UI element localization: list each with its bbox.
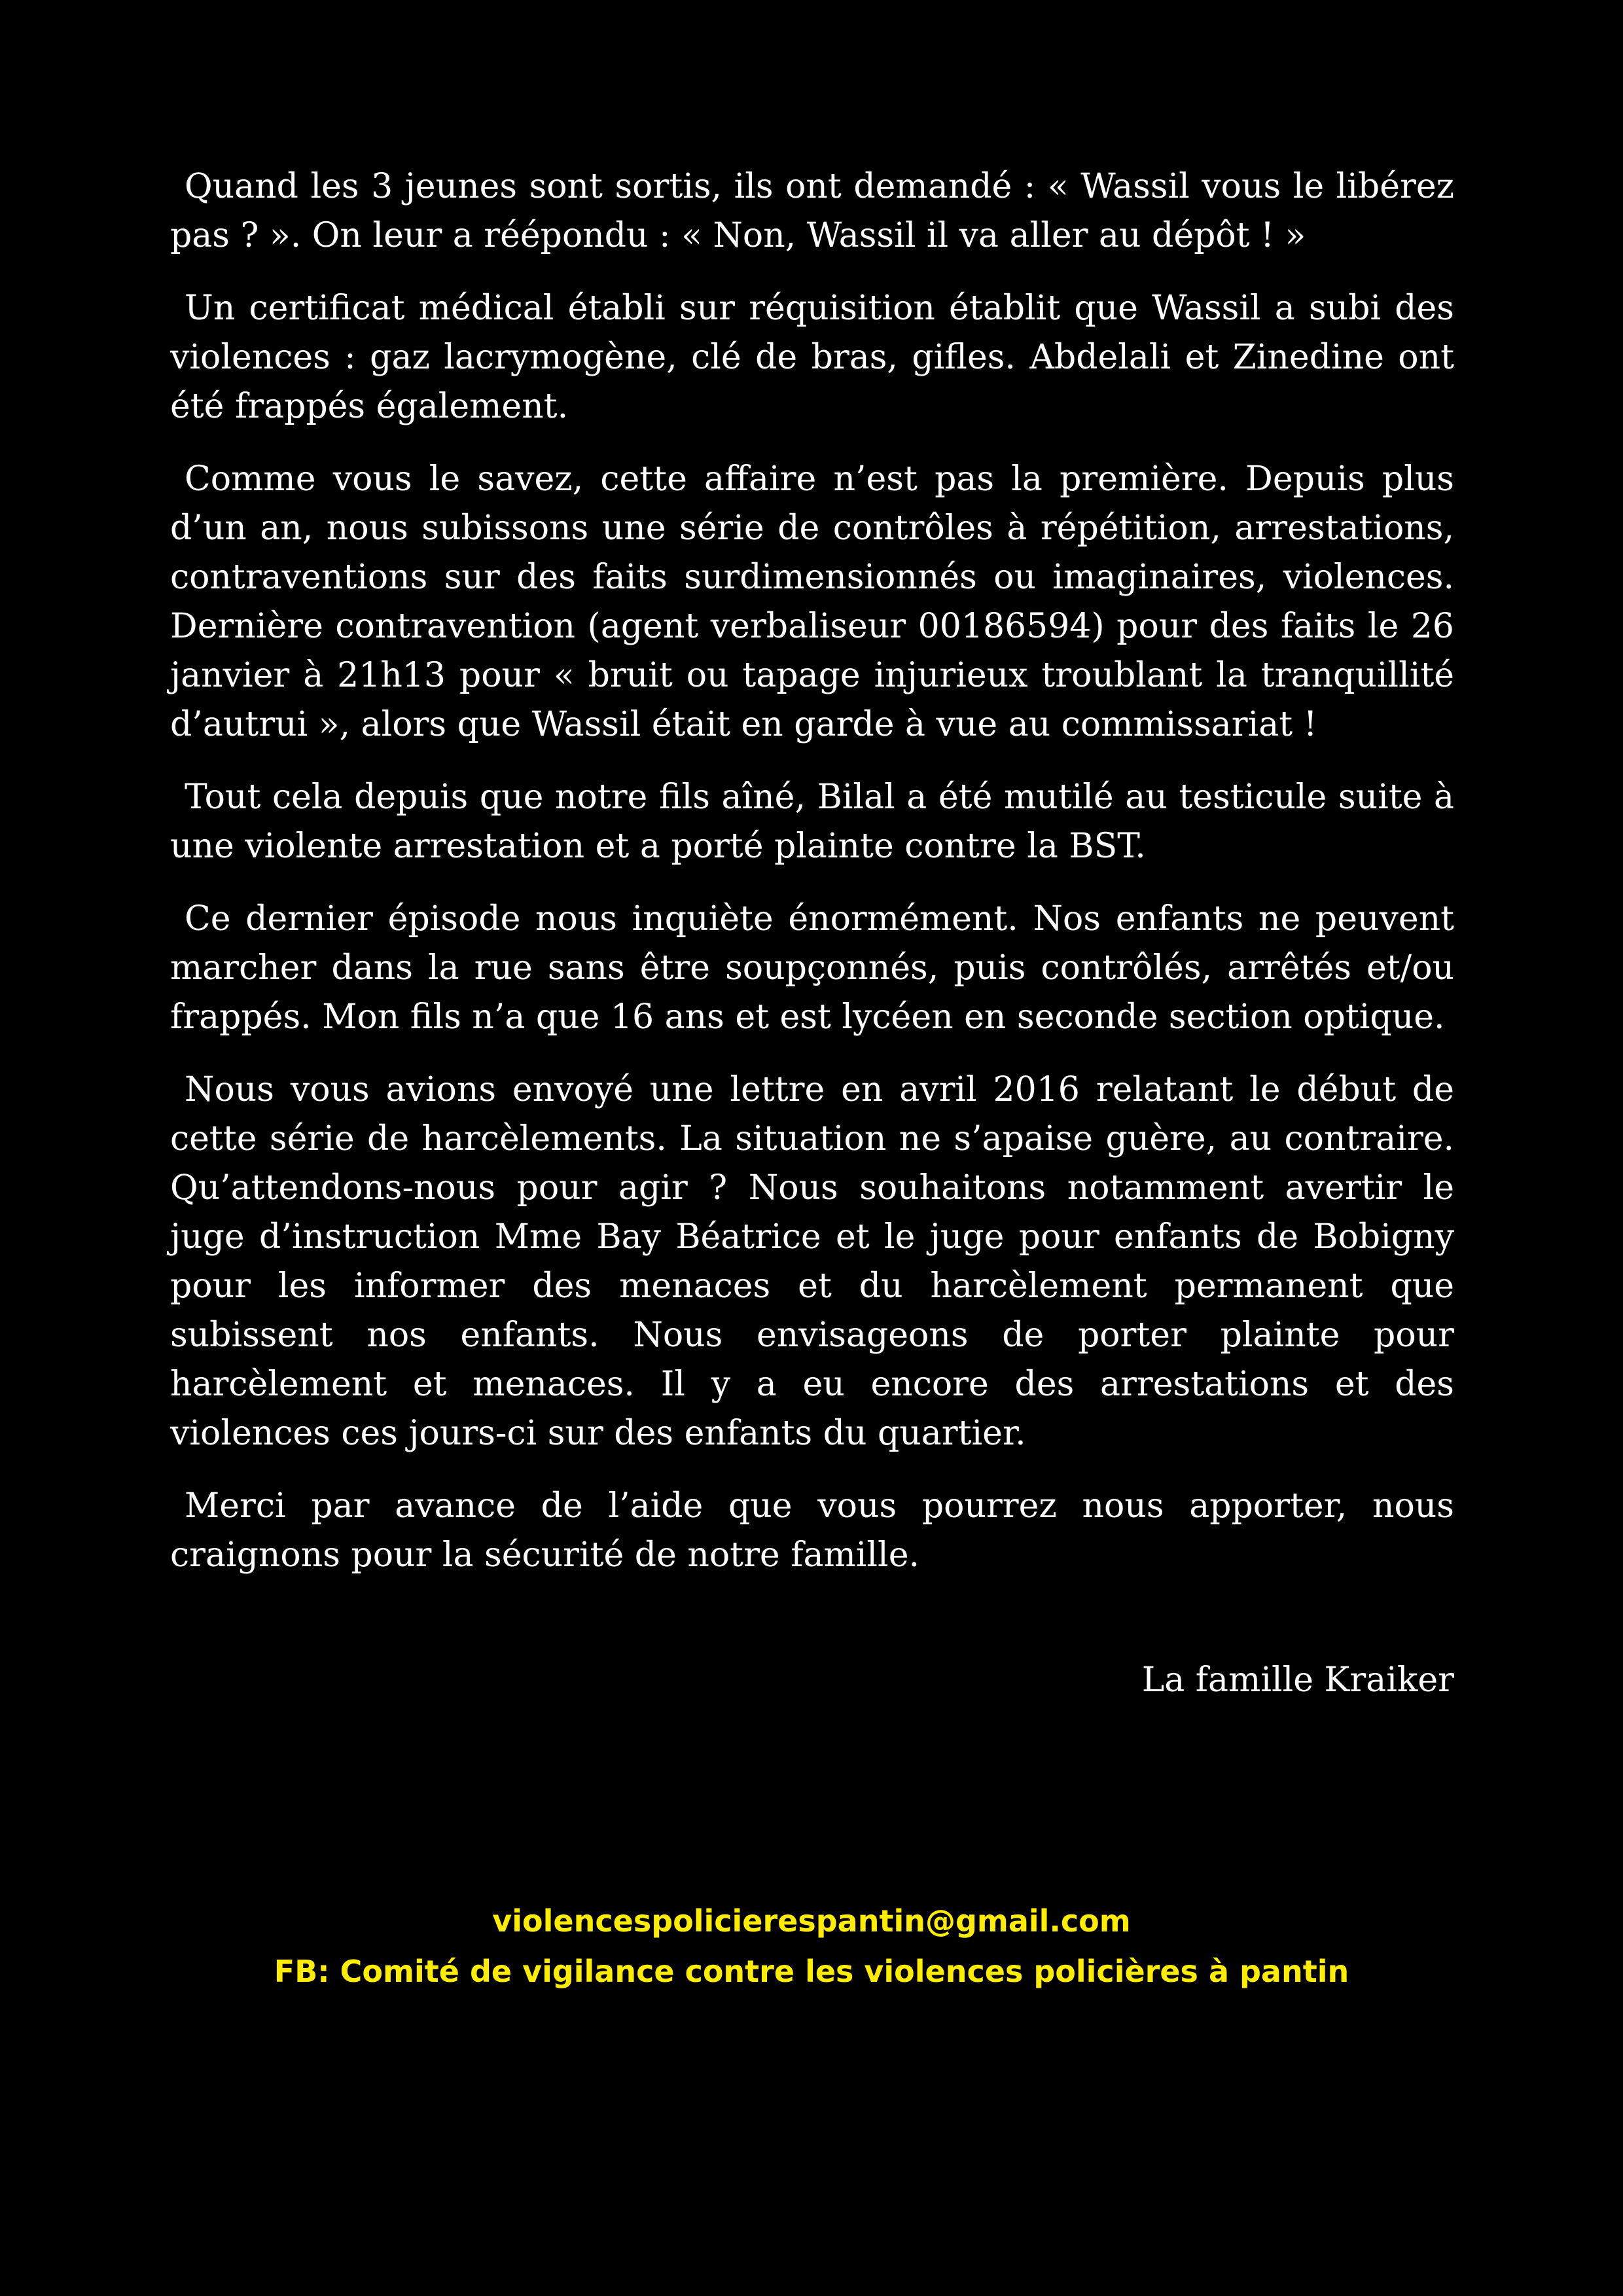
paragraph: Nous vous avions envoyé une lettre en avril 2016 relatant le début de cette série de harcèlements. La situation ne s’apaise guère, au contraire. Qu’attendons-nous pour agir ? Nous souhaitons notamment avertir le juge d’instruction Mme Bay Béatrice et le juge pour enfants de Bobigny pour les informer des menaces et du harcèlement permanent que subissent nos enfants. Nous envisageons de porter plainte pour harcèlement et menaces. Il y a eu encore des arrestations et des violences ces jours-ci sur des enfants du quartier. [170,1070,1454,1453]
paragraph: Comme vous le savez, cette affaire n’est pas la première. Depuis plus d’un an, nous subissons une série de contrôles à répétition, arrestations, contraventions sur des faits surdimensionnés ou imaginaires, violences. Dernière contravention (agent verbaliseur 00186594) pour des faits le 26 janvier à 21h13 pour « bruit ou tapage injurieux troublant la tranquillité d’autrui », alors que Wassil était en garde à vue au commissariat ! [170,459,1454,744]
letter-body [170,162,1454,1604]
paragraph: Quand les 3 jeunes sont sortis, ils ont demandé : « Wassil vous le libérez pas ? ». On leur a réépondu : « Non, Wassil il va aller au dépôt ! » [170,167,1454,255]
signature: La famille Kraiker [1141,1660,1454,1700]
paragraph: Merci par avance de l’aide que vous pourrez nous apporter, nous craignons pour la sécurité de notre famille. [170,1486,1454,1575]
paragraph: Un certificat médical établi sur réquisition établit que Wassil a subi des violences : gaz lacrymogène, clé de bras, gifles. Abdelali et Zinedine ont été frappés également. [170,289,1454,426]
contact-facebook: FB: Comité de vigilance contre les violences policières à pantin [274,1954,1349,1989]
paragraph: Tout cela depuis que notre fils aîné, Bilal a été mutilé au testicule suite à une violente arrestation et a porté plainte contre la BST. [170,778,1454,866]
contact-email: violencespolicierespantin@gmail.com [492,1903,1131,1939]
paragraph: Ce dernier épisode nous inquiète énormément. Nos enfants ne peuvent marcher dans la rue sans être soupçonnés, puis contrôlés, arrêtés et/ou frappés. Mon fils n’a que 16 ans et est lycéen en seconde section optique. [170,899,1454,1037]
